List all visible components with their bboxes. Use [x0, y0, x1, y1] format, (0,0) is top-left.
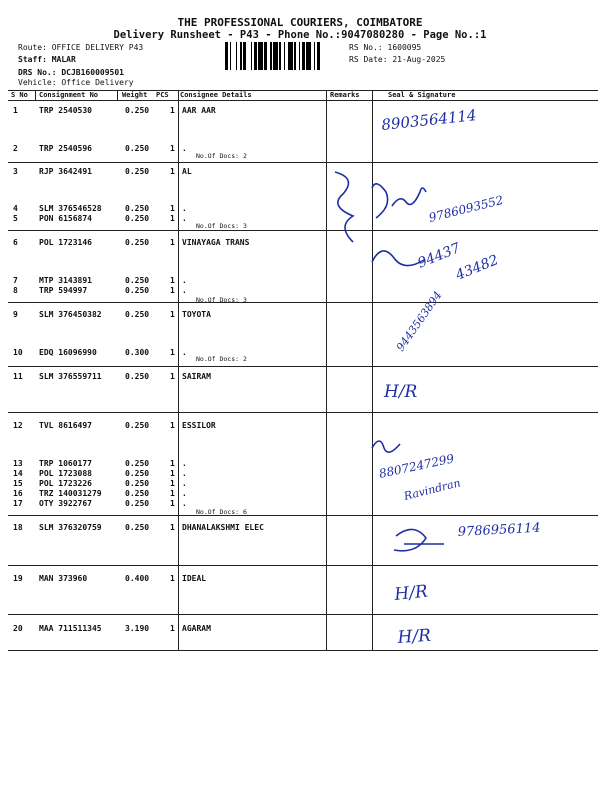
- row-sno: 4: [13, 204, 18, 213]
- scribble-signature: [372, 184, 426, 218]
- row-consignment-no: TRP 594997: [39, 286, 88, 295]
- row-consignment-no: TRZ 140031279: [39, 489, 102, 498]
- row-weight: 0.250: [125, 421, 150, 430]
- row-pcs: 1: [170, 106, 175, 115]
- row-pcs: 1: [170, 469, 175, 478]
- row-doc-count: No.Of Docs: 6: [196, 508, 247, 516]
- row-consignment-no: SLM 376559711: [39, 372, 102, 381]
- row-weight: 0.250: [125, 523, 150, 532]
- scribble-signature: [394, 529, 444, 550]
- row-sno: 16: [13, 489, 23, 498]
- row-consignee: AL: [182, 167, 192, 176]
- row-doc-count: No.Of Docs: 2: [196, 355, 247, 363]
- signature-10: H/R: [393, 581, 429, 605]
- row-consignment-no: RJP 3642491: [39, 167, 92, 176]
- row-sno: 1: [13, 106, 18, 115]
- row-consignment-no: OTY 3922767: [39, 499, 92, 508]
- row-sno: 12: [13, 421, 23, 430]
- row-consignment-no: POL 1723226: [39, 479, 92, 488]
- row-weight: 0.250: [125, 144, 150, 153]
- vehicle-label: Vehicle: Office Delivery: [18, 78, 134, 87]
- row-sno: 2: [13, 144, 18, 153]
- signature-7: 8807247299: [377, 451, 456, 481]
- row-consignee: .: [182, 348, 187, 357]
- row-consignee: .: [182, 144, 187, 153]
- row-weight: 0.250: [125, 459, 150, 468]
- row-consignee: .: [182, 286, 187, 295]
- rs-number: RS No.: 1600095: [349, 43, 422, 52]
- row-consignee: IDEAL: [182, 574, 207, 583]
- row-sno: 3: [13, 167, 18, 176]
- company-title: THE PROFESSIONAL COURIERS, COIMBATORE: [177, 16, 423, 29]
- col-sno: S No: [11, 91, 28, 99]
- row-weight: 0.250: [125, 238, 150, 247]
- row-weight: 0.250: [125, 167, 150, 176]
- row-consignee: VINAYAGA TRANS: [182, 238, 250, 247]
- row-sno: 7: [13, 276, 18, 285]
- row-consignment-no: TRP 2540530: [39, 106, 92, 115]
- row-pcs: 1: [170, 523, 175, 532]
- row-weight: 0.250: [125, 204, 150, 213]
- row-sno: 11: [13, 372, 23, 381]
- row-weight: 0.250: [125, 310, 150, 319]
- signature-6: H/R: [384, 382, 418, 402]
- row-weight: 0.250: [125, 499, 150, 508]
- row-consignee: ESSILOR: [182, 421, 216, 430]
- row-consignee: .: [182, 204, 187, 213]
- signature-8: Ravindran: [402, 476, 462, 503]
- bracket-scribble: [335, 172, 353, 242]
- row-sno: 6: [13, 238, 18, 247]
- row-sno: 9: [13, 310, 18, 319]
- row-sno: 14: [13, 469, 23, 478]
- row-consignment-no: POL 1723146: [39, 238, 92, 247]
- row-pcs: 1: [170, 479, 175, 488]
- row-consignee: AGARAM: [182, 624, 211, 633]
- row-pcs: 1: [170, 348, 175, 357]
- row-sno: 19: [13, 574, 23, 583]
- col-consignment: Consignment No: [39, 91, 99, 99]
- signature-4: 43482: [453, 252, 501, 284]
- row-doc-count: No.Of Docs: 3: [196, 296, 247, 304]
- row-pcs: 1: [170, 624, 175, 633]
- row-consignment-no: TRP 1060177: [39, 459, 92, 468]
- row-consignee: .: [182, 499, 187, 508]
- row-pcs: 1: [170, 214, 175, 223]
- scribble-signature: [372, 441, 400, 452]
- signature-2: 9786093552: [427, 192, 505, 225]
- col-consignee: Consignee Details: [180, 91, 252, 99]
- col-weight: Weight: [122, 91, 148, 99]
- row-consignment-no: MAN 373960: [39, 574, 88, 583]
- row-weight: 0.250: [125, 489, 150, 498]
- row-consignment-no: PON 6156874: [39, 214, 92, 223]
- row-weight: 0.250: [125, 214, 150, 223]
- row-consignee: .: [182, 214, 187, 223]
- row-pcs: 1: [170, 310, 175, 319]
- row-consignee: SAIRAM: [182, 372, 211, 381]
- row-pcs: 1: [170, 167, 175, 176]
- signature-11: H/R: [396, 625, 432, 648]
- row-consignment-no: MTP 3143891: [39, 276, 92, 285]
- row-consignment-no: SLM 376450382: [39, 310, 102, 319]
- row-weight: 0.250: [125, 286, 150, 295]
- row-weight: 3.190: [125, 624, 150, 633]
- row-weight: 0.300: [125, 348, 150, 357]
- row-consignee: DHANALAKSHMI ELEC: [182, 523, 264, 532]
- row-pcs: 1: [170, 421, 175, 430]
- row-sno: 17: [13, 499, 23, 508]
- row-consignee: .: [182, 479, 187, 488]
- row-pcs: 1: [170, 372, 175, 381]
- row-pcs: 1: [170, 459, 175, 468]
- row-sno: 18: [13, 523, 23, 532]
- signature-1: 8903564114: [380, 106, 478, 134]
- row-consignment-no: SLM 376320759: [39, 523, 102, 532]
- rs-date: RS Date: 21-Aug-2025: [349, 55, 446, 64]
- row-consignment-no: SLM 376546528: [39, 204, 102, 213]
- row-pcs: 1: [170, 238, 175, 247]
- col-pcs: PCS: [156, 91, 169, 99]
- row-consignee: TOYOTA: [182, 310, 211, 319]
- signature-9: 9786956114: [457, 520, 541, 540]
- row-pcs: 1: [170, 144, 175, 153]
- row-sno: 10: [13, 348, 23, 357]
- row-consignee: .: [182, 459, 187, 468]
- staff-label: Staff: MALAR: [18, 55, 76, 64]
- row-sno: 8: [13, 286, 18, 295]
- signature-5: 9443563894: [393, 288, 445, 354]
- row-consignee: AAR AAR: [182, 106, 216, 115]
- row-sno: 15: [13, 479, 23, 488]
- row-pcs: 1: [170, 204, 175, 213]
- drs-number: DRS No.: DCJB160009501: [18, 68, 124, 77]
- row-consignment-no: POL 1723088: [39, 469, 92, 478]
- row-consignment-no: TVL 8616497: [39, 421, 92, 430]
- route-label: Route: OFFICE DELIVERY P43: [18, 43, 144, 52]
- row-consignee: .: [182, 469, 187, 478]
- row-pcs: 1: [170, 489, 175, 498]
- row-pcs: 1: [170, 574, 175, 583]
- row-consignment-no: EDQ 16096990: [39, 348, 97, 357]
- row-sno: 5: [13, 214, 18, 223]
- row-weight: 0.250: [125, 106, 150, 115]
- row-weight: 0.250: [125, 469, 150, 478]
- row-consignment-no: MAA 711511345: [39, 624, 102, 633]
- row-sno: 20: [13, 624, 23, 633]
- row-pcs: 1: [170, 499, 175, 508]
- signature-3: 94437: [415, 240, 463, 272]
- row-sno: 13: [13, 459, 23, 468]
- row-weight: 0.250: [125, 372, 150, 381]
- row-consignment-no: TRP 2540596: [39, 144, 92, 153]
- col-seal: Seal & Signature: [388, 91, 456, 99]
- row-weight: 0.250: [125, 479, 150, 488]
- row-doc-count: No.Of Docs: 3: [196, 222, 247, 230]
- row-consignee: .: [182, 489, 187, 498]
- col-remarks: Remarks: [330, 91, 360, 99]
- row-pcs: 1: [170, 286, 175, 295]
- row-weight: 0.250: [125, 276, 150, 285]
- row-pcs: 1: [170, 276, 175, 285]
- row-doc-count: No.Of Docs: 2: [196, 152, 247, 160]
- runsheet-subtitle: Delivery Runsheet - P43 - Phone No.:9047080280 - Page No.:1: [113, 29, 487, 41]
- row-weight: 0.400: [125, 574, 150, 583]
- row-consignee: .: [182, 276, 187, 285]
